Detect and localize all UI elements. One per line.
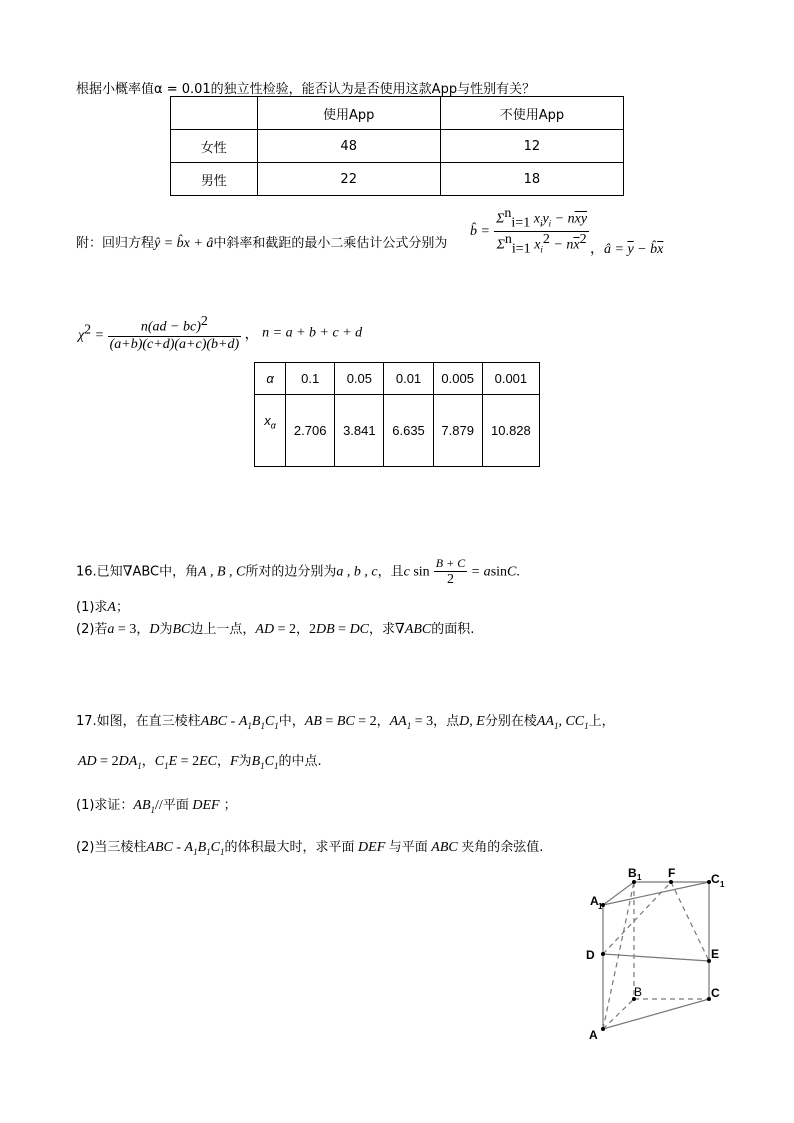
table-cell: 0.05 xyxy=(335,363,384,395)
label-a: A xyxy=(589,1028,598,1042)
q16-text-b: ABC中，角 xyxy=(132,564,199,580)
table-cell: 0.1 xyxy=(286,363,335,395)
q16-part1: (1)求A； xyxy=(76,600,129,615)
point-a xyxy=(601,1027,605,1031)
q17-text-e: 上， xyxy=(588,714,615,729)
appendix-prefix: 附：回归方程 xyxy=(76,236,155,251)
table-cell: 3.841 xyxy=(335,395,384,467)
q17-number: 17.如图，在直三棱柱 xyxy=(76,714,201,729)
label-f: F xyxy=(668,866,676,880)
point-d xyxy=(601,952,605,956)
table-cell: 10.828 xyxy=(482,395,539,467)
q17-line1: 17.如图，在直三棱柱ABC - $A_1B_1C_1$中，AB = BC = 2，$AA_1 = 3$，点D, E分别在棱$AA_1$, $CC_1$上， xyxy=(76,714,615,731)
point-f xyxy=(669,880,673,884)
edge-df xyxy=(603,882,671,954)
prism-figure xyxy=(580,862,750,1047)
q17-part1-a: (1)求证： xyxy=(76,798,134,813)
appendix-line xyxy=(76,232,447,252)
label-d: D xyxy=(586,948,595,962)
chi-n-expression: n = a + b + c + d xyxy=(262,325,363,341)
label-b: B xyxy=(634,985,643,999)
table-row xyxy=(255,395,540,467)
table-header-cell: 使用App xyxy=(257,97,440,130)
appendix-mid: 中斜率和截距的最小二乘估计公式分别为 xyxy=(213,236,448,251)
table-cell: 女性 xyxy=(171,130,258,163)
table-row xyxy=(255,363,540,395)
table-cell: 6.635 xyxy=(384,395,433,467)
contingency-table xyxy=(170,96,624,196)
table-row xyxy=(171,130,624,163)
q17-part1-b: 平面 xyxy=(162,798,189,813)
q17-part2-b: 的体积最大时，求平面 xyxy=(224,840,355,855)
edge-fe xyxy=(671,882,709,961)
q15-question-text: 根据小概率值α = 0.01的独立性检验，能否认为是否使用这款App与性别有关？ xyxy=(76,82,536,97)
table-header-cell xyxy=(171,97,258,130)
label-a1-sub: 1 xyxy=(598,902,603,911)
point-b1 xyxy=(632,880,636,884)
q17-part2: (2)当三棱柱ABC - $A_1B_1C_1$的体积最大时，求平面 DEF 与平面 ABC 夹角的余弦值. xyxy=(76,840,544,857)
table-row xyxy=(171,163,624,196)
q16-part2-b: 为 xyxy=(159,622,173,637)
q16-part1-text: (1)求 xyxy=(76,600,108,615)
q17-line2-c: 的中点. xyxy=(278,754,322,769)
q17-text-c: ，点 xyxy=(433,714,460,729)
slope-formula: b̂ = $\frac{\Sigma^n_{i=1} x_iy_i - n\overline{x}\overline{y}}{\Sigma^n_{i=1} x_i^2 - n\overline{x}^2}$ xyxy=(470,206,588,257)
q17-part1: (1)求证：$AB_1//$平面 DEF ； xyxy=(76,798,237,815)
q17-text-d: 分别在棱 xyxy=(484,714,537,729)
q17-part2-c: 与平面 xyxy=(388,840,428,855)
table-cell: 0.01 xyxy=(384,363,433,395)
label-b1-sub: 1 xyxy=(637,873,642,882)
alpha-label-cell: α xyxy=(255,363,286,395)
q16-text-c: 所对的边分别为 xyxy=(245,564,337,580)
q17-line2-b: 为 xyxy=(238,754,252,769)
chi-square-fraction: $\frac{n(ad - bc)^2}{(a+b)(c+d)(a+c)(b+d)}$ xyxy=(109,314,240,352)
label-b1: B xyxy=(628,866,637,880)
table-cell: 7.879 xyxy=(433,395,482,467)
regression-equation: ŷ = b̂x + â xyxy=(154,236,214,251)
q17-part2-d: 夹角的余弦值. xyxy=(461,840,544,855)
q17-line2: AD = $2DA_1$，$C_1E = 2EC$，F为$B_1C_1$的中点. xyxy=(78,754,322,771)
q17-text-b: 中， xyxy=(278,714,305,729)
label-c: C xyxy=(711,986,720,1000)
q16-part2: (2)若a = 3，D为BC边上一点，AD = 2，2DB = DC，求∇ABC的面积. xyxy=(76,622,475,637)
q16-part2-d: ，求 xyxy=(369,622,396,637)
table-cell: 12 xyxy=(440,130,623,163)
q15-question-line xyxy=(76,78,535,97)
q16-part2-e: 的面积. xyxy=(431,622,475,637)
label-e: E xyxy=(711,947,720,961)
q16-text-d: ，且 xyxy=(377,564,404,580)
label-a1: A xyxy=(590,894,599,908)
q16-fraction: $\frac{B + C}{2}$ xyxy=(435,556,466,587)
table-cell: 22 xyxy=(257,163,440,196)
q16-line1: 16.已知∇ABC中，角A , B , C所对的边分别为a , b , c，且c sin $\frac{B + C}{2}$ = asinC. xyxy=(76,556,520,587)
q17-line2-a: ， xyxy=(141,754,155,769)
q16-number: 16.已知 xyxy=(76,564,123,580)
label-c1-sub: 1 xyxy=(720,880,725,889)
table-header-cell: 不使用App xyxy=(440,97,623,130)
label-c1: C xyxy=(711,872,720,886)
table-cell: 48 xyxy=(257,130,440,163)
q16-part2-a: (2)若 xyxy=(76,622,108,637)
q16-part2-c: 边上一点， xyxy=(190,622,256,637)
table-cell: 0.001 xyxy=(482,363,539,395)
slope-fraction: $\frac{\Sigma^n_{i=1} x_iy_i - n\overline{x}\overline{y}}{\Sigma^n_{i=1} x_i^2 - n\overline{x}^2}$ xyxy=(496,206,588,257)
table-cell: 18 xyxy=(440,163,623,196)
table-header-row xyxy=(171,97,624,130)
x-alpha-label-cell: $x_\alpha$ xyxy=(255,395,286,467)
critical-value-table xyxy=(254,362,540,467)
table-cell: 2.706 xyxy=(286,395,335,467)
chi-square-formula: $\chi^2$ = $\frac{n(ad - bc)^2}{(a+b)(c+d)(a+c)(b+d)}$ ， n = a + b + c + d xyxy=(78,314,363,352)
q17-part2-a: (2)当三棱柱 xyxy=(76,840,147,855)
table-cell: 0.005 xyxy=(433,363,482,395)
table-cell: 男性 xyxy=(171,163,258,196)
intercept-formula: ，â = $\overline{y}$ − $b̂\overline{x}$ xyxy=(590,242,664,257)
